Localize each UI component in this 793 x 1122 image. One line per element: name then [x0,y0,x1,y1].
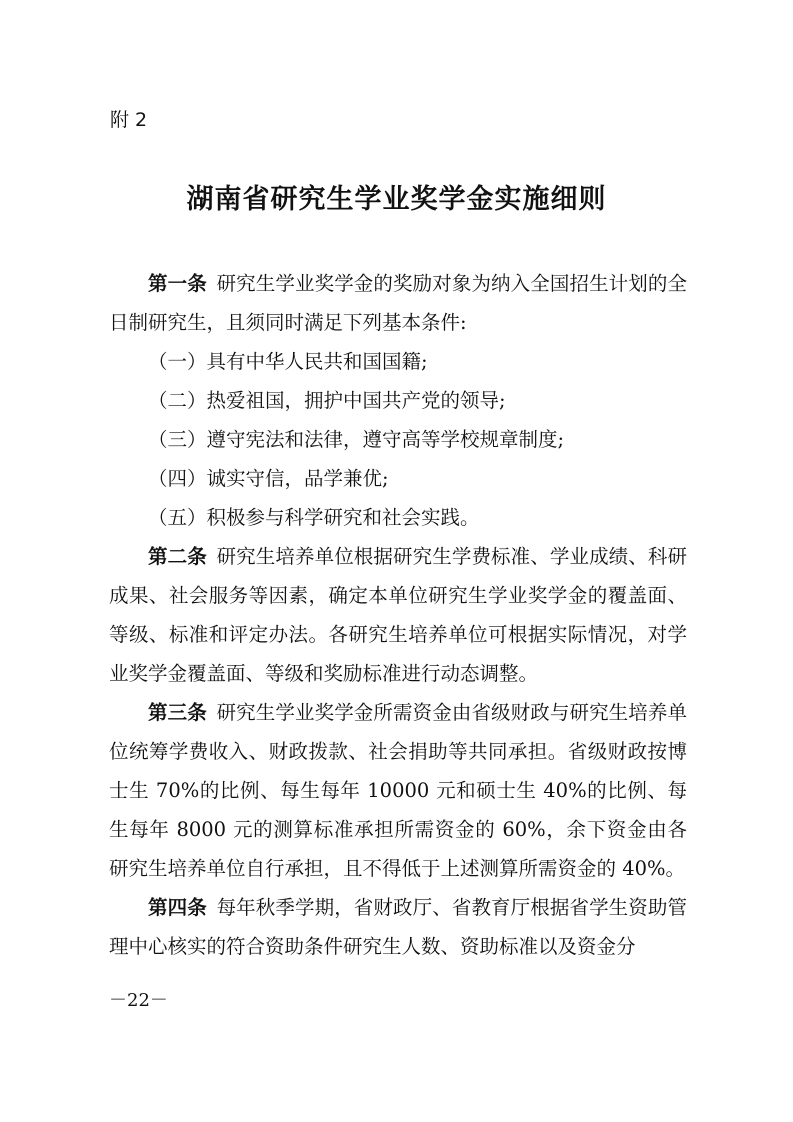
article-1 [109,264,687,342]
article-1-item-5: （五）积极参与科学研究和社会实践。 [148,506,480,529]
article-3-number: 第三条 [148,701,207,724]
attachment-label: 附 2 [110,109,148,131]
document-title: 湖南省研究生学业奖学金实施细则 [186,184,607,215]
article-2 [109,537,687,693]
article-4-text: 每年秋季学期，省财政厅、省教育厅根据省学生资助管理中心核实的符合资助条件研究生人数、资助标准以及资金分 [109,896,687,958]
article-1-item-2: （二）热爱祖国，拥护中国共产党的领导; [148,389,506,412]
article-1-item-1: （一）具有中华人民共和国国籍; [148,350,428,373]
article-1-item-3: （三）遵守宪法和法律，遵守高等学校规章制度; [148,428,565,451]
article-2-text: 研究生培养单位根据研究生学费标准、学业成绩、科研成果、社会服务等因素，确定本单位研究生学业奖学金的覆盖面、等级、标准和评定办法。各研究生培养单位可根据实际情况，对学业奖学金覆盖面、等级和奖励标准进行动态调整。 [109,545,687,685]
article-1-number: 第一条 [148,272,207,295]
document-body [109,264,687,966]
article-4 [109,888,687,966]
article-1-text: 研究生学业奖学金的奖励对象为纳入全国招生计划的全日制研究生，且须同时满足下列基本条件: [109,272,687,334]
page-number: －22－ [109,990,168,1011]
article-4-number: 第四条 [148,896,207,919]
article-3-text: 研究生学业奖学金所需资金由省级财政与研究生培养单位统筹学费收入、财政拨款、社会捐助等共同承担。省级财政按博士生 70%的比例、每生每年 10000 元和硕士生 40%的比例、每生每年 8000 元的测算标准承担所需资金的 60%，余下资金由各研究生培养单位自行承担，且不得低于上述测算所需资金的 40%。 [109,701,687,880]
article-2-number: 第二条 [148,545,207,568]
article-1-item-4: （四）诚实守信，品学兼优; [148,467,389,490]
article-3 [109,693,687,888]
